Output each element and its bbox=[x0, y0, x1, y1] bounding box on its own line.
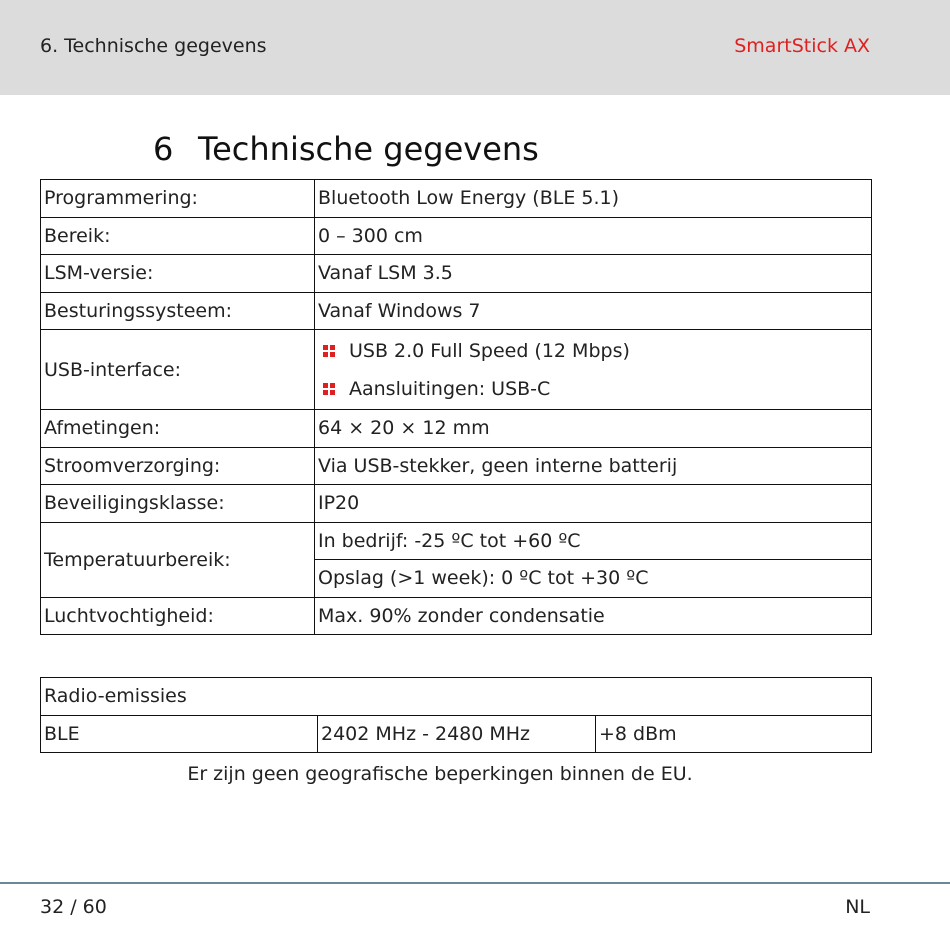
spec-value: Bluetooth Low Energy (BLE 5.1) bbox=[315, 180, 872, 218]
bullet-icon bbox=[323, 383, 335, 395]
bullet-icon bbox=[323, 345, 335, 357]
list-item-text: Aansluitingen: USB-C bbox=[349, 377, 551, 400]
spec-row bbox=[41, 522, 872, 560]
spec-value: Via USB-stekker, geen interne batterij bbox=[315, 447, 872, 485]
spec-row bbox=[41, 217, 872, 255]
radio-power: +8 dBm bbox=[596, 715, 872, 753]
heading-title: Technische gegevens bbox=[198, 130, 539, 168]
list-item bbox=[318, 370, 871, 408]
spec-value: Opslag (>1 week): 0 ºC tot +30 ºC bbox=[315, 560, 872, 598]
spec-label: Afmetingen: bbox=[41, 410, 315, 448]
spec-value: In bedrijf: -25 ºC tot +60 ºC bbox=[315, 522, 872, 560]
spec-row bbox=[41, 255, 872, 293]
spec-row bbox=[41, 410, 872, 448]
spec-label: Beveiligingsklasse: bbox=[41, 485, 315, 523]
spec-label: Temperatuurbereik: bbox=[41, 522, 315, 597]
language-code: NL bbox=[845, 896, 870, 918]
spec-label: LSM-versie: bbox=[41, 255, 315, 293]
spec-value: Vanaf LSM 3.5 bbox=[315, 255, 872, 293]
spec-label: Stroomverzorging: bbox=[41, 447, 315, 485]
table-row bbox=[41, 678, 872, 716]
spec-label: Programmering: bbox=[41, 180, 315, 218]
spec-row bbox=[41, 447, 872, 485]
page-header bbox=[0, 0, 950, 95]
spec-row bbox=[41, 292, 872, 330]
radio-type: BLE bbox=[41, 715, 318, 753]
spec-value: Max. 90% zonder condensatie bbox=[315, 597, 872, 635]
radio-emissions-table bbox=[40, 677, 872, 753]
spec-row bbox=[41, 330, 872, 410]
page-heading bbox=[153, 130, 539, 168]
spec-value: Vanaf Windows 7 bbox=[315, 292, 872, 330]
spec-value: IP20 bbox=[315, 485, 872, 523]
spec-row bbox=[41, 180, 872, 218]
spec-row bbox=[41, 485, 872, 523]
spec-value-list bbox=[315, 330, 872, 410]
table-row bbox=[41, 715, 872, 753]
radio-table-title: Radio-emissies bbox=[41, 678, 872, 716]
footer-divider bbox=[0, 882, 950, 884]
spec-value: 64 × 20 × 12 mm bbox=[315, 410, 872, 448]
radio-frequency: 2402 MHz - 2480 MHz bbox=[318, 715, 596, 753]
spec-label: USB-interface: bbox=[41, 330, 315, 410]
list-item bbox=[318, 332, 871, 370]
eu-note: Er zijn geen geografische beperkingen binnen de EU. bbox=[187, 763, 693, 785]
header-section-title: 6. Technische gegevens bbox=[40, 35, 267, 57]
header-product-name: SmartStick AX bbox=[734, 35, 870, 57]
spec-label: Luchtvochtigheid: bbox=[41, 597, 315, 635]
page-number: 32 / 60 bbox=[40, 896, 107, 918]
spec-label: Bereik: bbox=[41, 217, 315, 255]
spec-value: 0 – 300 cm bbox=[315, 217, 872, 255]
list-item-text: USB 2.0 Full Speed (12 Mbps) bbox=[349, 339, 630, 362]
spec-row bbox=[41, 597, 872, 635]
spec-label: Besturingssysteem: bbox=[41, 292, 315, 330]
spec-table bbox=[40, 179, 872, 635]
heading-number: 6 bbox=[153, 130, 174, 168]
